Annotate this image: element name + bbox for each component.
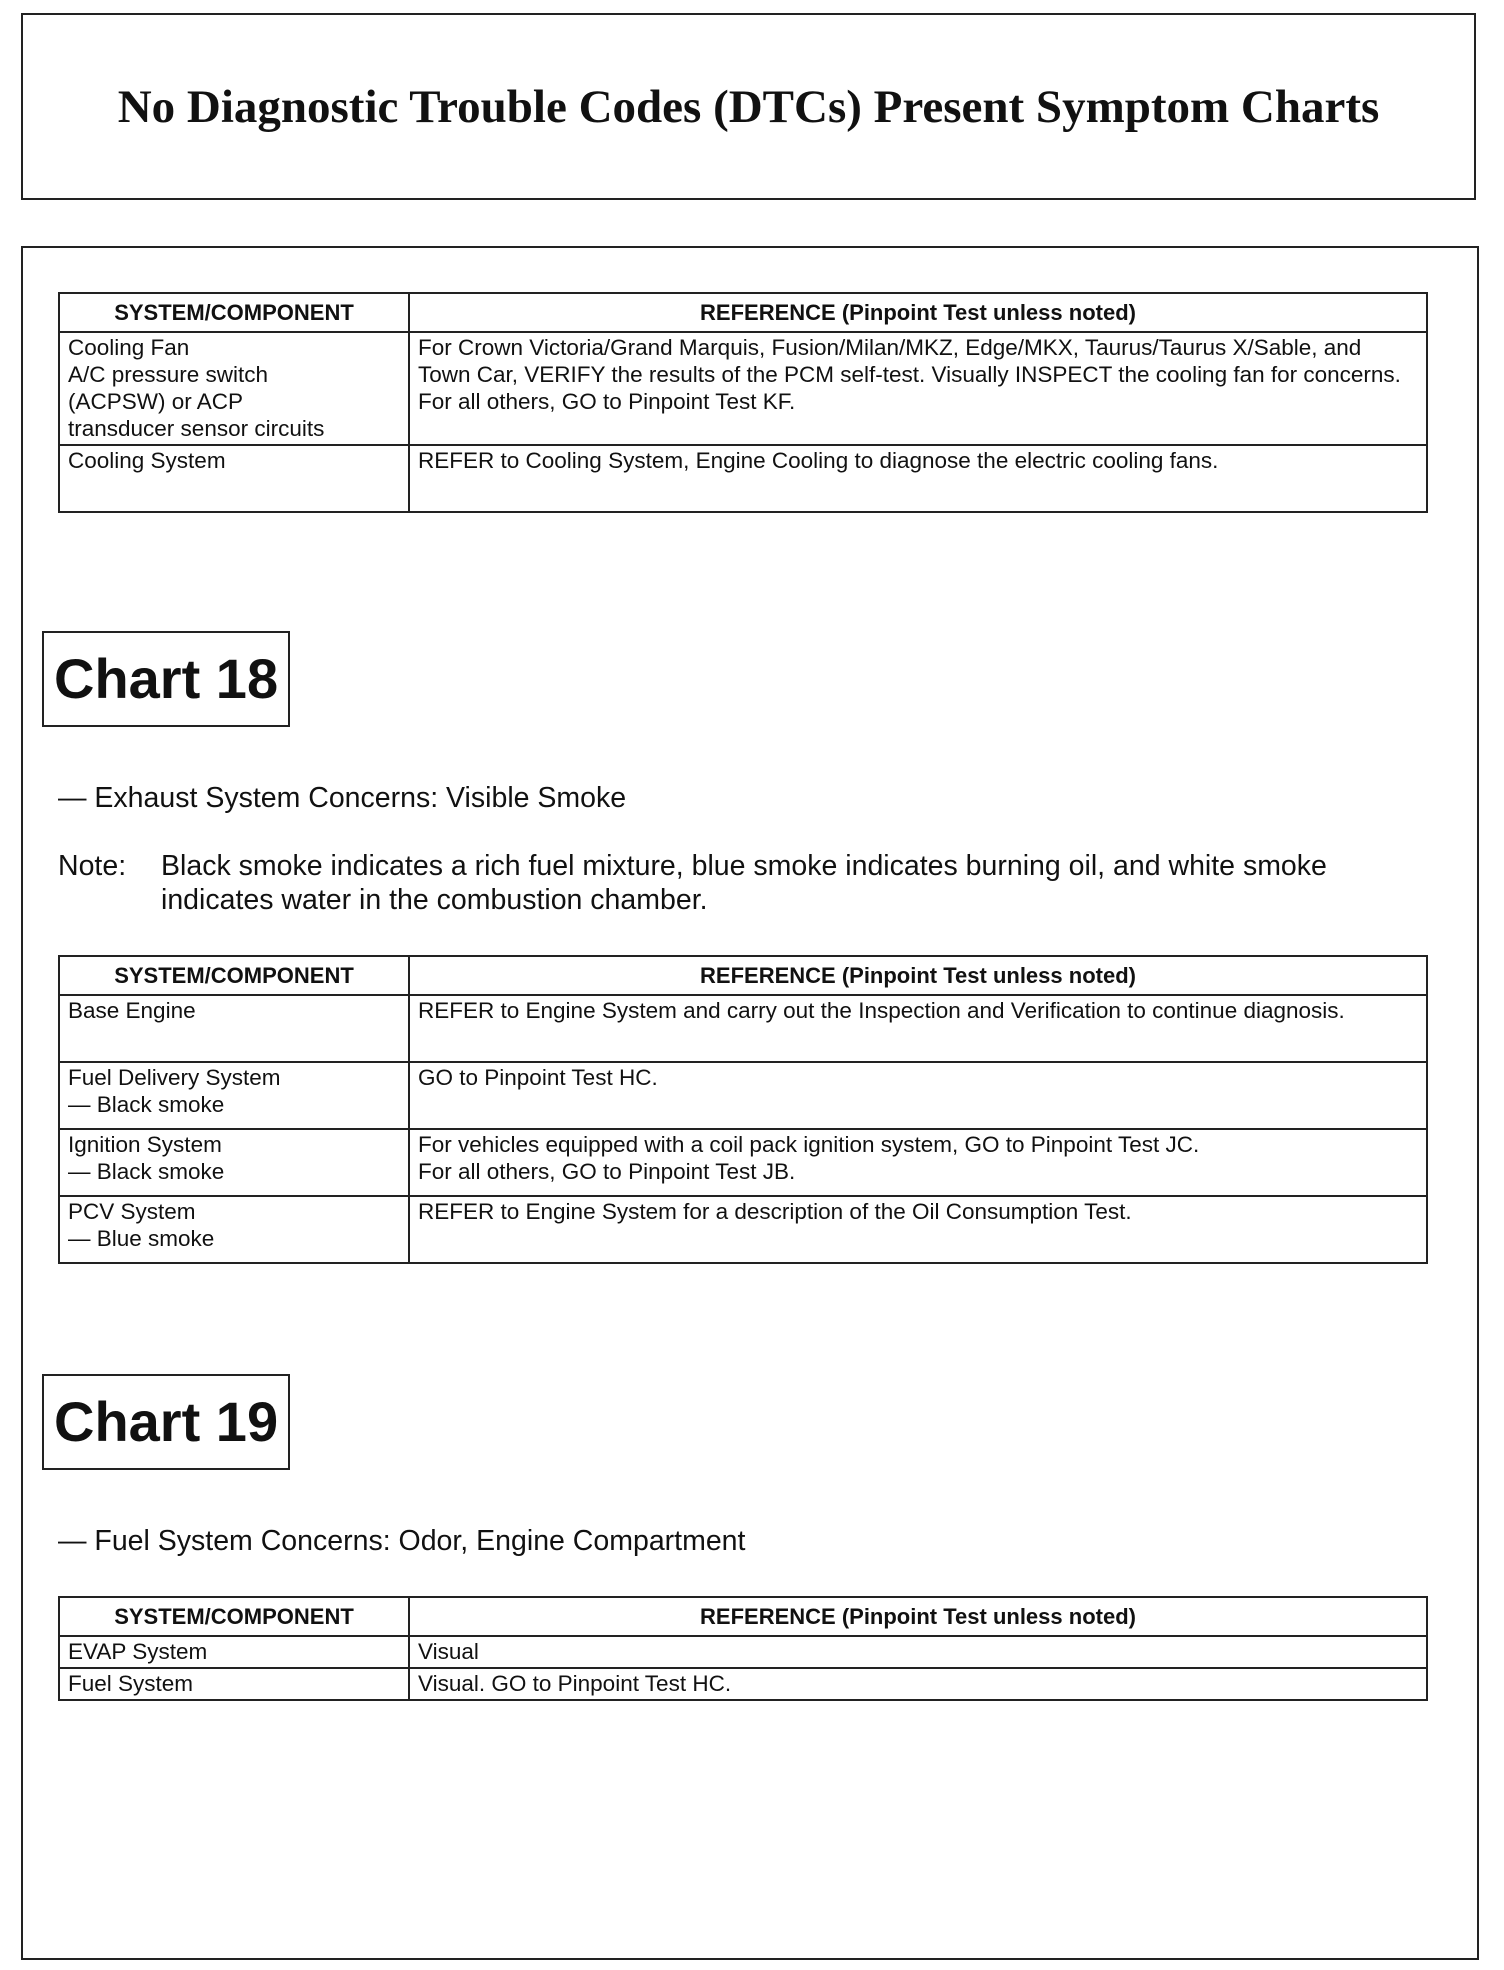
title-box: [21, 13, 1476, 200]
table-row: [59, 995, 1427, 1062]
header-system-component: SYSTEM/COMPONENT: [59, 293, 409, 332]
table-row: [59, 1636, 1427, 1668]
table-row: [59, 445, 1427, 512]
header-system-component: SYSTEM/COMPONENT: [59, 956, 409, 995]
page-title: No Diagnostic Trouble Codes (DTCs) Present Symptom Charts: [117, 80, 1380, 133]
table-header-row: [59, 293, 1427, 332]
fuel-odor-table: [58, 1596, 1428, 1701]
cooling-fan-table: [58, 292, 1428, 513]
header-reference: REFERENCE (Pinpoint Test unless noted): [409, 293, 1427, 332]
system-cell: Ignition System — Black smoke: [59, 1129, 409, 1196]
chart-18-note: [58, 849, 1418, 917]
chart-18-label: Chart 18: [42, 631, 290, 727]
system-cell: EVAP System: [59, 1636, 409, 1668]
header-reference: REFERENCE (Pinpoint Test unless noted): [409, 956, 1427, 995]
main-content-box: [21, 246, 1479, 1960]
table-row: [59, 1668, 1427, 1700]
header-system-component: SYSTEM/COMPONENT: [59, 1597, 409, 1636]
reference-cell: For vehicles equipped with a coil pack ignition system, GO to Pinpoint Test JC. For all others, GO to Pinpoint Test JB.: [409, 1129, 1427, 1196]
system-cell: Cooling Fan A/C pressure switch (ACPSW) or ACP transducer sensor circuits: [59, 332, 409, 445]
reference-cell: REFER to Cooling System, Engine Cooling to diagnose the electric cooling fans.: [409, 445, 1427, 512]
table-row: [59, 1129, 1427, 1196]
reference-cell: GO to Pinpoint Test HC.: [409, 1062, 1427, 1129]
table-header-row: [59, 956, 1427, 995]
reference-cell: For Crown Victoria/Grand Marquis, Fusion/Milan/MKZ, Edge/MKX, Taurus/Taurus X/Sable, and Town Car, VERIFY the results of the PCM self-test. Visually INSPECT the cooling fan for concerns. For all others, GO to Pinpoint Test KF.: [409, 332, 1427, 445]
reference-cell: REFER to Engine System and carry out the Inspection and Verification to continue diagnosis.: [409, 995, 1427, 1062]
system-cell: Fuel Delivery System — Black smoke: [59, 1062, 409, 1129]
exhaust-smoke-table: [58, 955, 1428, 1264]
chart-18-concern: — Exhaust System Concerns: Visible Smoke: [58, 782, 627, 814]
reference-cell: Visual. GO to Pinpoint Test HC.: [409, 1668, 1427, 1700]
table-row: [59, 1196, 1427, 1263]
system-cell: PCV System — Blue smoke: [59, 1196, 409, 1263]
system-cell: Cooling System: [59, 445, 409, 512]
table-header-row: [59, 1597, 1427, 1636]
chart-19-concern: — Fuel System Concerns: Odor, Engine Compartment: [58, 1525, 746, 1557]
table-row: [59, 332, 1427, 445]
note-text: Black smoke indicates a rich fuel mixture, blue smoke indicates burning oil, and white smoke indicates water in the combustion chamber.: [161, 850, 1327, 916]
reference-cell: Visual: [409, 1636, 1427, 1668]
system-cell: Fuel System: [59, 1668, 409, 1700]
header-reference: REFERENCE (Pinpoint Test unless noted): [409, 1597, 1427, 1636]
system-cell: Base Engine: [59, 995, 409, 1062]
table-row: [59, 1062, 1427, 1129]
reference-cell: REFER to Engine System for a description of the Oil Consumption Test.: [409, 1196, 1427, 1263]
note-label: Note:: [58, 850, 127, 882]
chart-19-label: Chart 19: [42, 1374, 290, 1470]
